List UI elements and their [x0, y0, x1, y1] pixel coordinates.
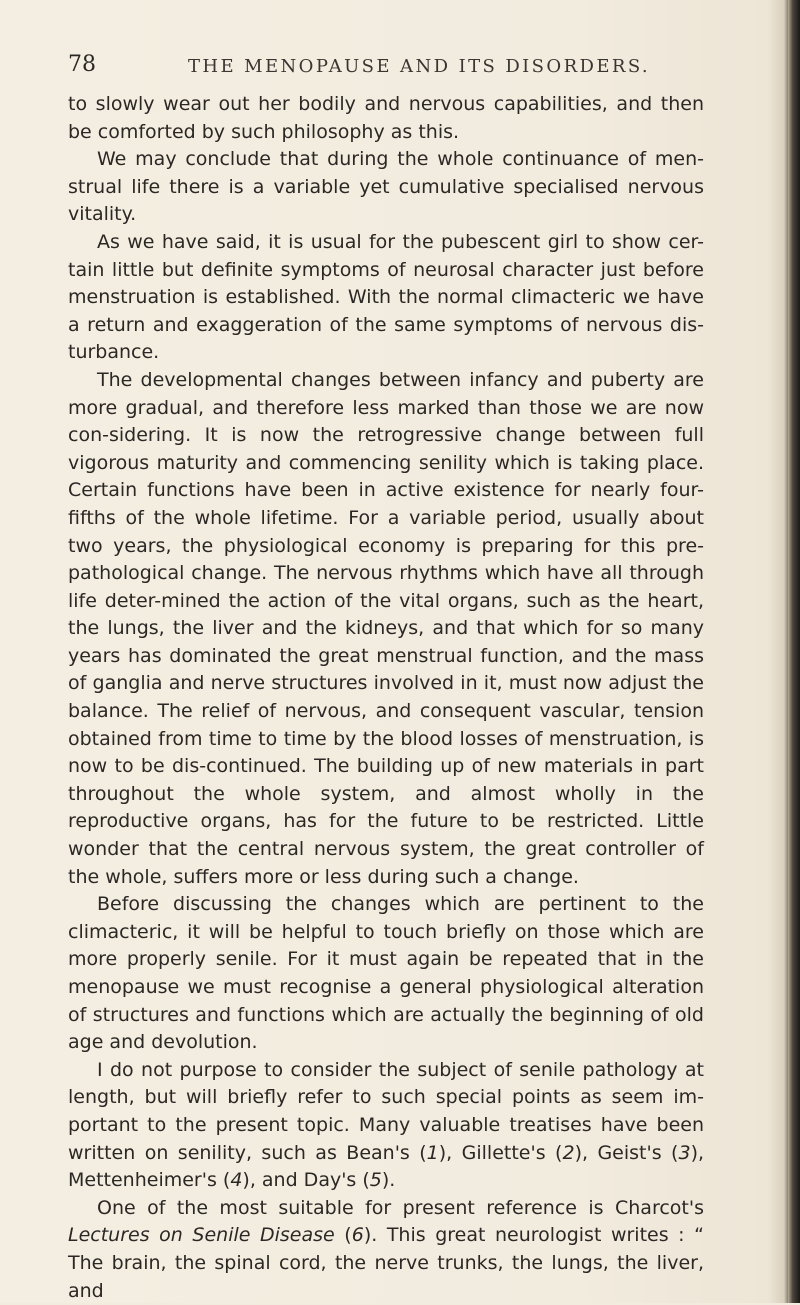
reference-4: 4	[230, 1169, 243, 1192]
paragraph-6-text-a: I do not purpose to consider the subject of senile pathology at length, but will briefly refer to such special points as seem im-portant to the present topic. Many valuable treatises have been written on senility, such as Bean's (	[68, 1058, 704, 1164]
reference-2: 2	[562, 1141, 575, 1164]
work-title: Lectures on Senile Disease	[68, 1224, 335, 1247]
page-number: 78	[68, 52, 96, 77]
paragraph-7-text-a: One of the most suitable for present reference is Charcot's	[97, 1196, 704, 1219]
paragraph-6-text-c: ), Geist's (	[574, 1141, 679, 1164]
running-title: THE MENOPAUSE AND ITS DISORDERS.	[188, 56, 651, 77]
paragraph-3: As we have said, it is usual for the pubescent girl to show cer-tain little but definite symptoms of neurosal character just before menstruation is established. With the normal climacteric we have a return and exaggeration of the same symptoms of nervous dis-turbance.	[68, 230, 704, 364]
paragraph-6-text-d: ), Mettenheimer's (	[68, 1141, 705, 1192]
paragraph-2: We may conclude that during the whole continuance of men-strual life there is a variable yet cumulative specialised nervous vitality.	[68, 148, 704, 226]
reference-6: 6	[351, 1224, 364, 1247]
reference-3: 3	[678, 1141, 691, 1164]
paragraph-7	[68, 1195, 704, 1305]
paragraph-6-text-f: ).	[381, 1169, 396, 1192]
page-edge-shadow	[788, 0, 800, 1303]
paragraph-5: Before discussing the changes which are pertinent to the climacteric, it will be helpful to touch briefly on those which are more properly senile. For it must again be repeated that in the menopause we must recognise a general physiological alteration of structures and functions which are actually the beginning of old age and devolution.	[68, 893, 704, 1054]
paragraph-6-text-e: ), and Day's (	[242, 1169, 370, 1192]
paragraph-6-text-b: ), Gillette's (	[438, 1141, 563, 1164]
paragraph-7-text-c: ). This great neurologist writes : “ The brain, the spinal cord, the nerve trunks, the lungs, the liver, and	[68, 1224, 704, 1302]
paragraph-1: to slowly wear out her bodily and nervous capabilities, and then be comforted by such philosophy as this.	[68, 93, 704, 143]
body-text	[68, 91, 704, 1305]
page-header	[68, 52, 708, 82]
reference-1: 1	[426, 1141, 439, 1164]
reference-5: 5	[369, 1169, 382, 1192]
paragraph-4: The developmental changes between infancy and puberty are more gradual, and therefore less marked than those we are now con-sidering. It is now the retrogressive change between full vigorous maturity and commencing senility which is taking place. Certain functions have been in active existence for nearly four-fifths of the whole lifetime. For a variable period, usually about two years, the physiological economy is preparing for this pre-pathological change. The nervous rhythms which have all through life deter-mined the action of the vital organs, such as the heart, the lungs, the liver and the kidneys, and that which for so many years has dominated the great menstrual function, and the mass of ganglia and nerve structures involved in it, must now adjust the balance. The relief of nervous, and consequent vascular, tension obtained from time to time by the blood losses of menstruation, is now to be dis-continued. The building up of new materials in part throughout the whole system, and almost wholly in the reproductive organs, has for the future to be restricted. Little wonder that the central nervous system, the great controller of the whole, suffers more or less during such a change.	[68, 368, 704, 888]
paragraph-7-text-b: (	[334, 1224, 352, 1247]
paragraph-6	[68, 1057, 704, 1195]
